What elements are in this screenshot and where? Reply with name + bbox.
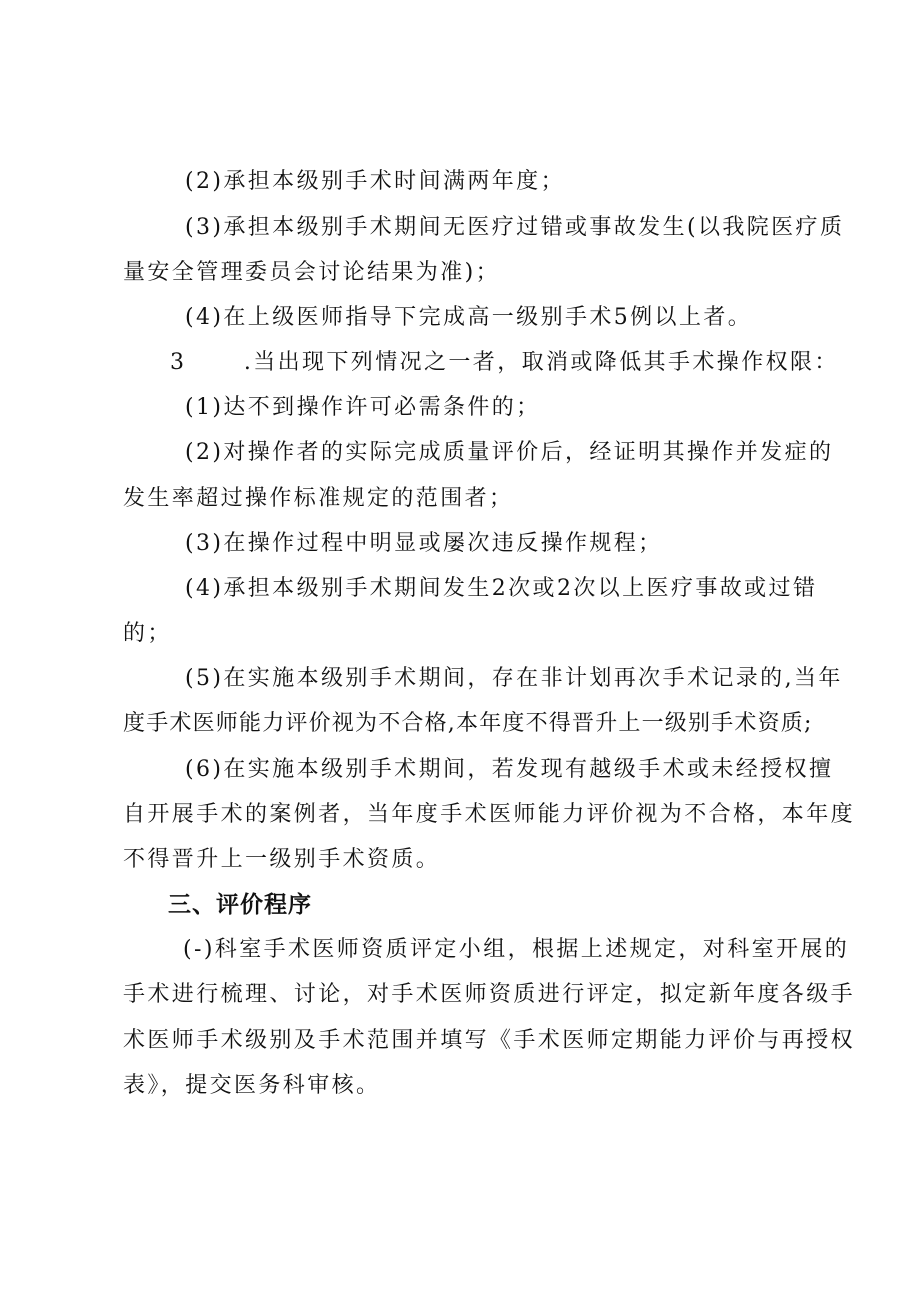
text-line: [0, 348, 920, 378]
text-line: [0, 1026, 920, 1056]
text-line: [0, 393, 920, 423]
text-line: [0, 619, 920, 649]
item-5-continuation: 度手术医师能力评价视为不合格,本年度不得晋升上一级别手术资质;: [123, 711, 813, 736]
text-line: [0, 529, 920, 559]
text-line: [0, 258, 920, 288]
item-2-continuation: 发生率超过操作标准规定的范围者；: [123, 486, 514, 511]
item-3-violation: (3)在操作过程中明显或屡次违反操作规程；: [185, 531, 663, 556]
text-line: [0, 213, 920, 243]
item-4-supervised: (4)在上级医师指导下完成高一级别手术5例以上者。: [185, 305, 753, 330]
text-line: [0, 303, 920, 333]
text-line: [0, 800, 920, 830]
procedure-1-continuation-1: 手术进行梳理、讨论，对手术医师资质进行评定，拟定新年度各级手: [123, 982, 856, 1007]
item-2-quality: (2)对操作者的实际完成质量评价后，经证明其操作并发症的: [185, 440, 834, 465]
procedure-1-continuation-2: 术医师手术级别及手术范围并填写《手术医师定期能力评价与再授权: [123, 1028, 856, 1053]
item-1-conditions: (1)达不到操作许可必需条件的；: [185, 395, 541, 420]
item-6-continuation-1: 自开展手术的案例者，当年度手术医师能力评价视为不合格，本年度: [123, 802, 856, 827]
text-line: [0, 755, 920, 785]
text-line: [0, 438, 920, 468]
text-line: [0, 845, 920, 875]
text-line: [0, 1071, 920, 1101]
heading-evaluation-procedure: 三、评价程序: [168, 892, 312, 918]
text-line: [0, 664, 920, 694]
item-3-continuation: 量安全管理委员会讨论结果为准)；: [123, 260, 500, 285]
text-line: [0, 484, 920, 514]
procedure-1: (-)科室手术医师资质评定小组，根据上述规定，对科室开展的: [183, 937, 850, 962]
text-line: [0, 167, 920, 197]
item-6-unauthorized: (6)在实施本级别手术期间，若发现有越级手术或未经授权擅: [185, 757, 834, 782]
item-5-unplanned: (5)在实施本级别手术期间，存在非计划再次手术记录的,当年: [185, 666, 843, 691]
item-6-continuation-2: 不得晋升上一级别手术资质。: [123, 847, 441, 872]
text-line: [0, 980, 920, 1010]
text-line: [0, 935, 920, 965]
item-4-accidents: (4)承担本级别手术期间发生2次或2次以上医疗事故或过错: [185, 576, 818, 601]
section-number-3: 3: [170, 350, 187, 375]
section-heading: [0, 890, 920, 920]
item-3-no-error: (3)承担本级别手术期间无医疗过错或事故发生(以我院医疗质: [185, 215, 845, 240]
text-line: [0, 709, 920, 739]
item-4-continuation: 的；: [123, 621, 172, 646]
item-2-time: (2)承担本级别手术时间满两年度；: [185, 169, 565, 194]
section-3-title: .当出现下列情况之一者，取消或降低其手术操作权限：: [243, 350, 839, 375]
procedure-1-continuation-3: 表》，提交医务科审核。: [123, 1073, 381, 1098]
text-line: [0, 574, 920, 604]
